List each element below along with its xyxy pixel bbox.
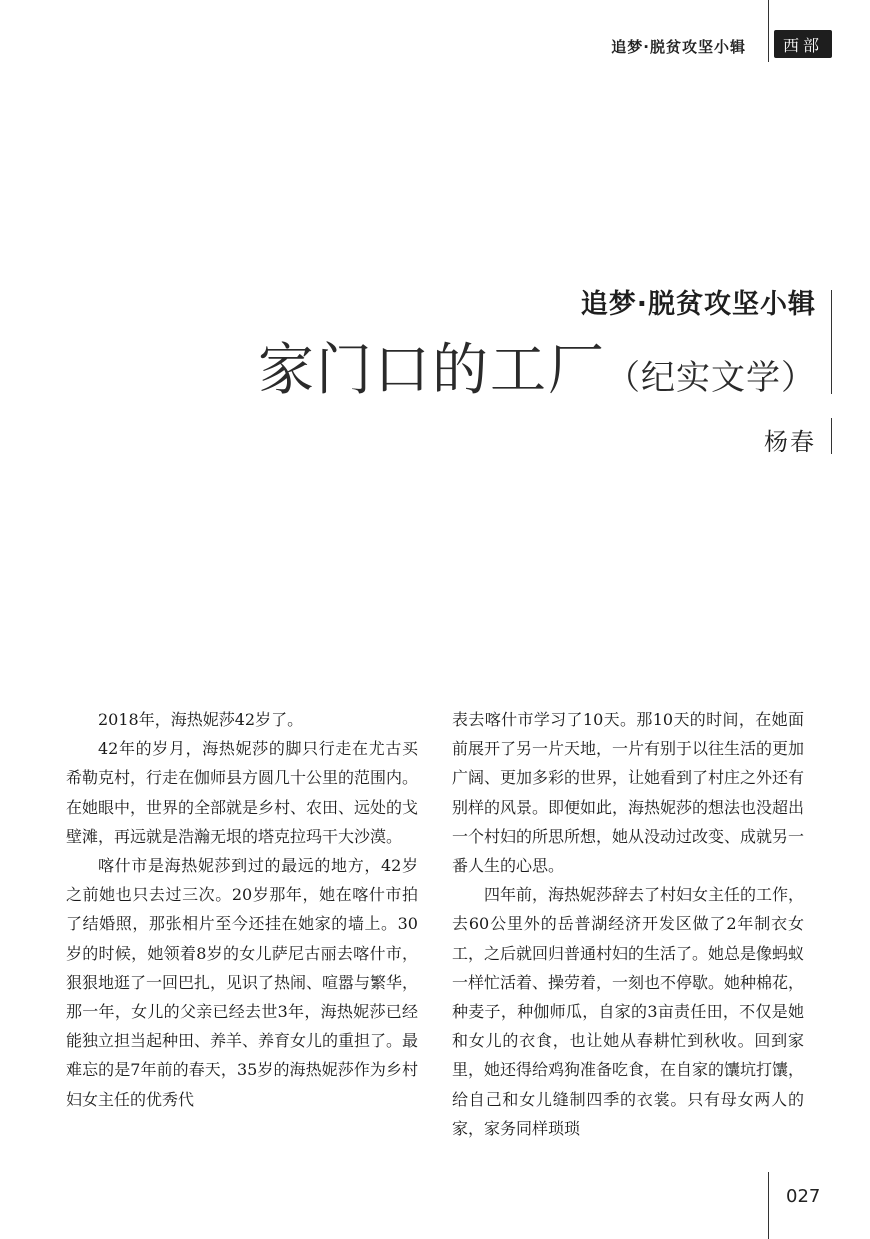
body-column-left	[66, 705, 418, 1114]
paragraph: 喀什市是海热妮莎到过的最远的地方，42岁之前她也只去过三次。20岁那年，她在喀什市拍了结婚照，那张相片至今还挂在她家的墙上。30岁的时候，她领着8岁的女儿萨尼古丽去喀什市，狠狠地逛了一回巴扎，见识了热闹、喧嚣与繁华，那一年，女儿的父亲已经去世3年，海热妮莎已经能独立担当起种田、养羊、养育女儿的重担了。最难忘的是7年前的春天，35岁的海热妮莎作为乡村妇女主任的优秀代	[66, 856, 419, 1109]
magazine-logo-badge: 西部	[774, 30, 832, 58]
body-column-right	[452, 705, 804, 1143]
page-number: 027	[786, 1186, 821, 1207]
article-genre: （纪实文学）	[606, 358, 816, 398]
author-name: 杨春	[764, 428, 816, 456]
paragraph: 四年前，海热妮莎辞去了村妇女主任的工作，去60公里外的岳普湖经济开发区做了2年制衣女工，之后就回归普通村妇的生活了。她总是像蚂蚁一样忙活着、操劳着，一刻也不停歇。她种棉花，种麦子，种伽师瓜，自家的3亩责任田，不仅是她和女儿的衣食，也让她从春耕忙到秋收。回到家里，她还得给鸡狗准备吃食，在自家的馕坑打馕，给自己和女儿缝制四季的衣裳。只有母女两人的家，家务同样琐琐	[452, 885, 805, 1138]
article-title	[258, 326, 816, 406]
article-title-main: 家门口的工厂	[258, 338, 606, 403]
paragraph: 2018年，海热妮莎42岁了。	[98, 710, 304, 729]
footer-rule-vertical	[768, 1172, 769, 1239]
header-section-label: 追梦·脱贫攻坚小辑	[611, 38, 746, 56]
paragraph: 表去喀什市学习了10天。那10天的时间，在她面前展开了另一片天地，一片有别于以往生活的更加广阔、更加多彩的世界，让她看到了村庄之外还有别样的风景。即便如此，海热妮莎的想法也没超出一个村妇的所思所想，她从没动过改变、成就另一番人生的心思。	[452, 710, 805, 876]
header-rule-vertical	[768, 0, 769, 62]
title-rule-vertical	[831, 290, 832, 394]
paragraph: 42年的岁月，海热妮莎的脚只行走在尤古买希勒克村，行走在伽师县方圆几十公里的范围内。在她眼中，世界的全部就是乡村、农田、远处的戈壁滩，再远就是浩瀚无垠的塔克拉玛干大沙漠。	[66, 739, 419, 846]
author-rule-vertical	[831, 418, 832, 454]
series-title: 追梦·脱贫攻坚小辑	[580, 289, 816, 320]
